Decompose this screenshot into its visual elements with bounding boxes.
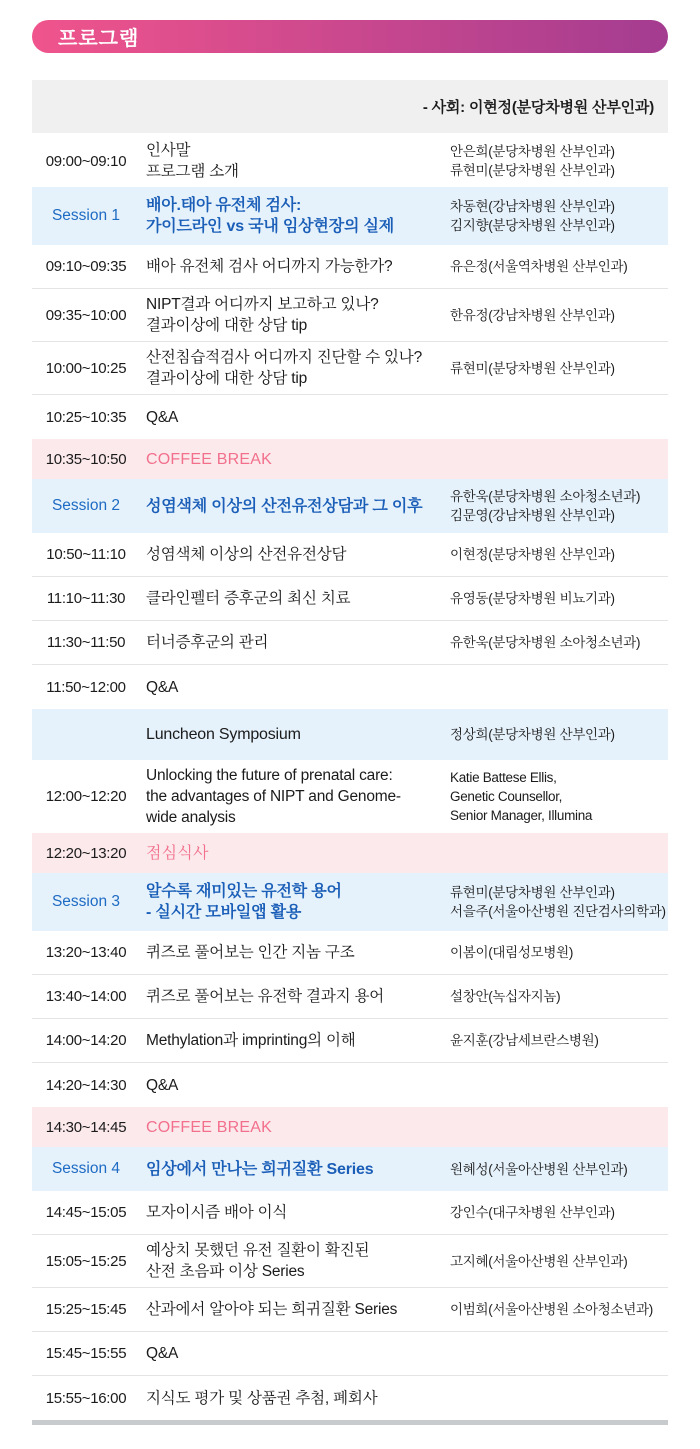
title-line: wide analysis (146, 809, 236, 826)
speaker-cell (450, 142, 668, 180)
moderator-box (32, 80, 668, 133)
session-label: Session 2 (51, 497, 121, 514)
schedule-row (32, 245, 668, 289)
title-cell (140, 765, 450, 828)
speaker-line: 안은희(분당차병원 산부인과) (450, 144, 615, 159)
time-cell: 10:00~10:25 (45, 359, 127, 377)
speaker-cell (450, 1160, 668, 1179)
title-cell (140, 1030, 450, 1051)
schedule-row (32, 833, 668, 873)
title-line: Luncheon Symposium (146, 726, 301, 743)
schedule-row (32, 342, 668, 395)
speaker-line: 이범희(서울아산병원 소아청소년과) (450, 1302, 653, 1317)
title-cell (140, 1343, 450, 1364)
title-line: 지식도 평가 및 상품권 추첨, 폐회사 (146, 1389, 378, 1407)
schedule-row (32, 187, 668, 245)
speaker-line: 고지혜(서울아산병원 산부인과) (450, 1253, 628, 1269)
speaker-cell (450, 545, 668, 564)
speaker-cell (450, 768, 668, 825)
speaker-line: 유은정(서울역차병원 산부인과) (450, 259, 628, 274)
title-cell (140, 496, 450, 517)
speaker-line: 이현정(분당차병원 산부인과) (450, 547, 615, 562)
title-cell (140, 449, 450, 470)
speaker-line: Senior Manager, Illumina (450, 808, 593, 823)
speaker-line: 유한욱(분당차병원 소아청소년과) (450, 489, 641, 504)
title-line: 점심식사 (146, 844, 209, 862)
title-cell (140, 677, 450, 698)
title-line: 터너증후군의 관리 (146, 634, 269, 651)
title-cell (140, 1240, 450, 1282)
title-line: 모자이시즘 배아 이식 (146, 1204, 288, 1221)
title-line: 배아.태아 유전체 검사: (146, 197, 302, 214)
title-line: the advantages of NIPT and Genome- (146, 788, 401, 805)
time-cell: 13:40~14:00 (45, 988, 127, 1005)
title-line: Unlocking the future of prenatal care: (146, 767, 393, 784)
title-cell (140, 256, 450, 277)
title-line: 프로그램 소개 (146, 163, 239, 180)
title-line: 성염색체 이상의 산전유전상담과 그 이후 (146, 497, 423, 515)
title-line: COFFEE BREAK (146, 1118, 272, 1136)
speaker-line: 한유정(강남차병원 산부인과) (450, 307, 615, 323)
title-cell (140, 195, 450, 237)
speaker-line: 김문영(강남차병원 산부인과) (450, 508, 615, 523)
title-line: 산전침습적검사 어디까지 진단할 수 있나? (146, 349, 422, 366)
speaker-line: 원혜성(서울아산병원 산부인과) (450, 1161, 628, 1177)
schedule-row (32, 1332, 668, 1376)
speaker-cell (450, 257, 668, 276)
schedule-row (32, 1147, 668, 1191)
time-cell: 14:20~14:30 (45, 1076, 127, 1094)
time-cell: 15:55~16:00 (45, 1389, 127, 1407)
speaker-line: 류현미(분당차병원 산부인과) (450, 360, 615, 376)
schedule-row (32, 665, 668, 709)
title-line: 클라인펠터 증후군의 최신 치료 (146, 590, 351, 607)
session-label: Session 3 (51, 893, 121, 910)
schedule-row (32, 289, 668, 342)
title-line: Q&A (146, 1076, 179, 1094)
schedule-row (32, 873, 668, 931)
title-line: Q&A (146, 408, 179, 426)
time-cell: 14:30~14:45 (45, 1118, 127, 1136)
title-line: 알수록 재미있는 유전학 용어 (146, 883, 342, 900)
title-cell (140, 881, 450, 923)
title-cell (140, 588, 450, 609)
title-line: NIPT결과 어디까지 보고하고 있나? (146, 296, 379, 313)
speaker-cell (450, 589, 668, 608)
title-cell (140, 1075, 450, 1096)
schedule-row (32, 479, 668, 533)
speaker-cell (450, 1031, 668, 1050)
time-cell: 10:35~10:50 (45, 450, 127, 468)
title-cell (140, 407, 450, 428)
title-line: Methylation과 imprinting의 이해 (146, 1032, 356, 1049)
title-line: 성염색체 이상의 산전유전상담 (146, 546, 347, 563)
speaker-cell (450, 1203, 668, 1222)
speaker-line: 유영동(분당차병원 비뇨기과) (450, 591, 615, 606)
time-cell: 13:20~13:40 (45, 944, 127, 961)
schedule-row (32, 709, 668, 760)
schedule-row (32, 1288, 668, 1332)
time-cell: 11:50~12:00 (46, 678, 126, 696)
schedule-row (32, 135, 668, 187)
speaker-line: 류현미(분당차병원 산부인과) (450, 163, 615, 178)
speaker-cell (450, 633, 668, 652)
speaker-cell (450, 725, 668, 744)
speaker-line: 윤지훈(강남세브란스병원) (450, 1033, 599, 1048)
speaker-line: 김지향(분당차병원 산부인과) (450, 218, 615, 233)
title-cell (140, 942, 450, 963)
speaker-cell (450, 487, 668, 525)
title-cell (140, 1388, 450, 1409)
schedule-row (32, 1107, 668, 1147)
time-cell: 15:05~15:25 (45, 1252, 127, 1270)
title-line: - 실시간 모바일앱 활용 (146, 904, 302, 921)
title-cell (140, 986, 450, 1007)
time-cell: 10:25~10:35 (45, 408, 127, 426)
title-cell (140, 843, 450, 864)
schedule-row (32, 931, 668, 975)
title-cell (140, 1117, 450, 1138)
speaker-line: 정상희(분당차병원 산부인과) (450, 727, 615, 742)
title-line: 가이드라인 vs 국내 임상현장의 실제 (146, 218, 394, 235)
program-banner-label: 프로그램 (58, 28, 140, 50)
schedule-row (32, 1191, 668, 1235)
time-cell: 12:20~13:20 (45, 844, 127, 862)
speaker-line: 이봄이(대림성모병원) (450, 945, 574, 960)
speaker-cell (450, 987, 668, 1006)
speaker-line: 서을주(서울아산병원 진단검사의학과) (450, 904, 666, 919)
title-line: Q&A (146, 1345, 179, 1362)
speaker-cell (450, 1300, 668, 1319)
time-cell: 10:50~11:10 (46, 546, 126, 563)
title-cell (140, 544, 450, 565)
title-line: 퀴즈로 풀어보는 유전학 결과지 용어 (146, 988, 385, 1005)
title-cell (140, 724, 450, 745)
speaker-line: 류현미(분당차병원 산부인과) (450, 885, 615, 900)
time-cell: 12:00~12:20 (45, 788, 127, 805)
schedule-table (32, 135, 668, 1425)
moderator-text: - 사회: 이현정(분당차병원 산부인과) (422, 99, 654, 116)
schedule-row (32, 621, 668, 665)
time-cell: 15:45~15:55 (45, 1345, 127, 1362)
speaker-cell (450, 197, 668, 235)
title-line: 임상에서 만나는 희귀질환 Series (146, 1160, 374, 1178)
title-cell (140, 294, 450, 336)
schedule-row (32, 1063, 668, 1107)
time-cell: 11:10~11:30 (46, 590, 126, 607)
time-cell: 14:45~15:05 (45, 1204, 127, 1221)
title-line: 인사말 (146, 142, 191, 159)
title-line: COFFEE BREAK (146, 450, 272, 468)
schedule-row (32, 1019, 668, 1063)
title-line: 산과에서 알아야 되는 희귀질환 Series (146, 1301, 398, 1318)
title-line: 결과이상에 대한 상담 tip (146, 370, 308, 387)
schedule-row (32, 439, 668, 479)
title-cell (140, 140, 450, 182)
program-banner (32, 20, 668, 53)
speaker-cell (450, 1252, 668, 1271)
time-cell: 09:35~10:00 (45, 306, 127, 324)
speaker-cell (450, 306, 668, 325)
speaker-line: 유한욱(분당차병원 소아청소년과) (450, 635, 641, 650)
title-line: 배아 유전체 검사 어디까지 가능한가? (146, 258, 393, 275)
speaker-line: 차동현(강남차병원 산부인과) (450, 199, 615, 214)
schedule-row (32, 760, 668, 833)
title-cell (140, 1159, 450, 1180)
speaker-cell (450, 943, 668, 962)
title-cell (140, 347, 450, 389)
time-cell: 15:25~15:45 (45, 1301, 127, 1318)
speaker-line: Katie Battese Ellis, (450, 770, 557, 785)
speaker-cell (450, 359, 668, 378)
schedule-row (32, 395, 668, 439)
title-line: Q&A (146, 678, 179, 696)
title-line: 예상치 못했던 유전 질환이 확진된 (146, 1242, 370, 1259)
schedule-row (32, 1376, 668, 1420)
session-label: Session 1 (51, 207, 121, 224)
title-line: 산전 초음파 이상 Series (146, 1263, 305, 1280)
speaker-line: Genetic Counsellor, (450, 789, 563, 804)
title-cell (140, 1299, 450, 1320)
speaker-line: 설창안(녹십자지놈) (450, 989, 561, 1004)
time-cell: 11:30~11:50 (46, 634, 126, 651)
schedule-row (32, 577, 668, 621)
title-cell (140, 1202, 450, 1223)
time-cell: 14:00~14:20 (45, 1032, 127, 1049)
schedule-row (32, 975, 668, 1019)
speaker-cell (450, 883, 668, 921)
schedule-row (32, 1235, 668, 1288)
session-label: Session 4 (51, 1160, 121, 1177)
title-line: 결과이상에 대한 상담 tip (146, 317, 308, 334)
time-cell: 09:10~09:35 (45, 258, 127, 275)
time-cell: 09:00~09:10 (45, 152, 127, 170)
title-line: 퀴즈로 풀어보는 인간 지놈 구조 (146, 944, 355, 961)
title-cell (140, 632, 450, 653)
schedule-row (32, 533, 668, 577)
speaker-line: 강인수(대구차병원 산부인과) (450, 1205, 615, 1220)
